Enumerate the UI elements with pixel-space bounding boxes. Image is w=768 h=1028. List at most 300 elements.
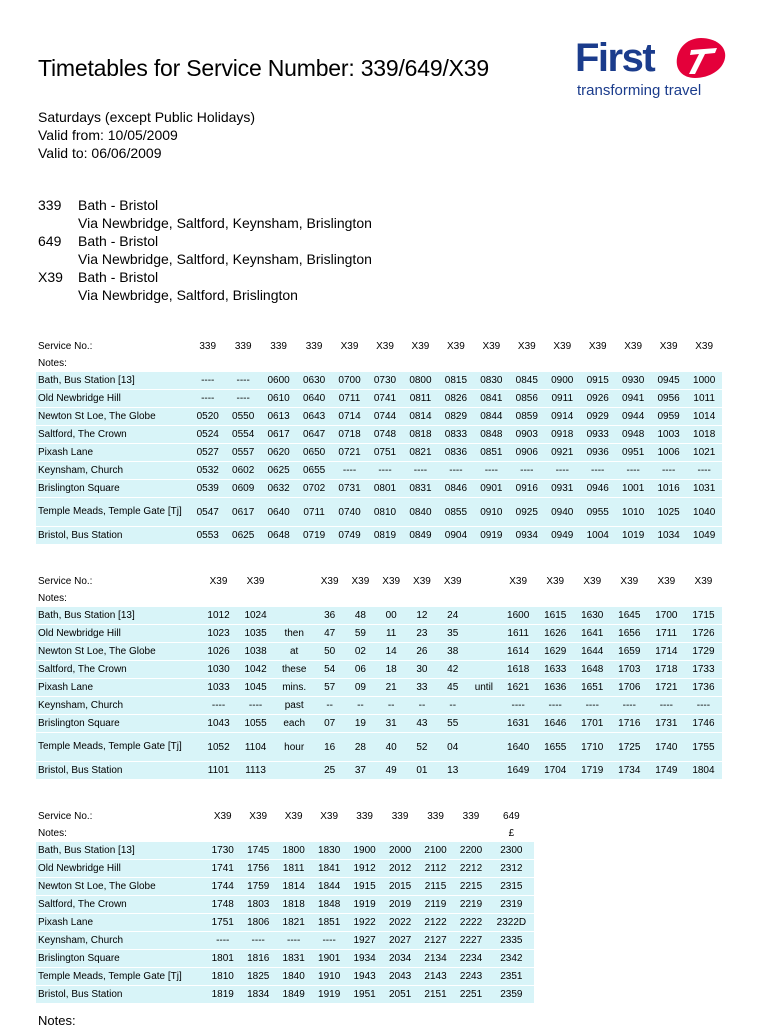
departure-time: 0740 <box>332 498 367 527</box>
departure-time: 0830 <box>474 372 509 390</box>
departure-time: 1019 <box>615 527 650 545</box>
route-via: Via Newbridge, Saltford, Brislington <box>78 287 298 303</box>
departure-time: 0859 <box>509 408 544 426</box>
departure-time: -- <box>407 697 438 715</box>
departure-time: 30 <box>407 661 438 679</box>
table-row <box>36 762 722 780</box>
stop-name: Pixash Lane <box>36 679 200 697</box>
departure-time: 35 <box>437 625 468 643</box>
departure-time: 2027 <box>382 932 417 950</box>
departure-time: 1006 <box>651 444 686 462</box>
departure-time: 2127 <box>418 932 453 950</box>
departure-time: 2212 <box>453 860 488 878</box>
departure-time: 1849 <box>276 986 311 1004</box>
service-note <box>574 590 611 607</box>
departure-time: 1726 <box>685 625 722 643</box>
departure-time: 0831 <box>403 480 438 498</box>
table-row <box>36 733 722 762</box>
departure-time: 1113 <box>237 762 274 780</box>
departure-time: ---- <box>651 462 686 480</box>
departure-time: 1804 <box>685 762 722 780</box>
table-row <box>36 444 722 462</box>
service-number: X39 <box>320 576 339 587</box>
departure-time: 0941 <box>615 390 650 408</box>
departure-time: 1725 <box>611 733 648 762</box>
service-number: 649 <box>503 811 520 822</box>
departure-time: 2234 <box>453 950 488 968</box>
departure-time: 0915 <box>580 372 615 390</box>
departure-time: 1626 <box>537 625 574 643</box>
departure-time: 0602 <box>225 462 260 480</box>
service-number: X39 <box>443 576 462 587</box>
departure-time: 0554 <box>225 426 260 444</box>
departure-time: 1745 <box>240 842 275 860</box>
departure-time: -- <box>314 697 345 715</box>
table-row <box>36 842 534 860</box>
service-number: X39 <box>376 341 394 352</box>
departure-time: 1819 <box>205 986 240 1004</box>
table-row <box>36 679 722 697</box>
departure-time: 43 <box>407 715 438 733</box>
departure-time: 1716 <box>611 715 648 733</box>
departure-time: 45 <box>437 679 468 697</box>
departure-time: 1018 <box>686 426 722 444</box>
departure-time: 1644 <box>574 643 611 661</box>
departure-time: 2335 <box>489 932 534 950</box>
service-number: X39 <box>246 576 265 587</box>
departure-time: 1748 <box>205 896 240 914</box>
departure-time: 07 <box>314 715 345 733</box>
departure-time: 0856 <box>509 390 544 408</box>
service-number <box>274 573 314 590</box>
service-note <box>296 355 331 372</box>
service-number: 339 <box>391 811 409 822</box>
departure-time: 0918 <box>545 426 580 444</box>
departure-time: 1736 <box>685 679 722 697</box>
departure-time: 0851 <box>474 444 509 462</box>
departure-time: 0553 <box>190 527 225 545</box>
departure-time: 2043 <box>382 968 417 986</box>
departure-time: 0613 <box>261 408 296 426</box>
service-note <box>438 355 473 372</box>
service-note <box>648 590 685 607</box>
departure-time: 25 <box>314 762 345 780</box>
departure-time: 2200 <box>453 842 488 860</box>
operating-days: Saturdays (except Public Holidays) <box>38 109 256 125</box>
departure-time: 09 <box>345 679 376 697</box>
departure-time: 1700 <box>648 607 685 625</box>
departure-time: 18 <box>376 661 407 679</box>
departure-time: 1025 <box>651 498 686 527</box>
departure-time: 1010 <box>615 498 650 527</box>
stop-name: Bath, Bus Station [13] <box>36 842 205 860</box>
departure-time: 1711 <box>648 625 685 643</box>
departure-time: 0936 <box>580 444 615 462</box>
departure-time: 1746 <box>685 715 722 733</box>
departure-time: 0700 <box>332 372 367 390</box>
departure-time: 1734 <box>611 762 648 780</box>
departure-time: 1645 <box>611 607 648 625</box>
departure-time: 16 <box>314 733 345 762</box>
departure-time: 1922 <box>347 914 382 932</box>
departure-time: 2315 <box>489 878 534 896</box>
stop-name: Newton St Loe, The Globe <box>36 878 205 896</box>
table-row <box>36 896 534 914</box>
departure-time: 0714 <box>332 408 367 426</box>
departure-time: 21 <box>376 679 407 697</box>
departure-time: 0949 <box>545 527 580 545</box>
departure-time: 0818 <box>403 426 438 444</box>
departure-time: 1729 <box>685 643 722 661</box>
departure-time: ---- <box>611 697 648 715</box>
departure-time: 1834 <box>240 986 275 1004</box>
stop-name: Saltford, The Crown <box>36 661 200 679</box>
departure-time: 1026 <box>200 643 237 661</box>
stop-name: Pixash Lane <box>36 914 205 932</box>
departure-time: 0955 <box>580 498 615 527</box>
departure-time: until <box>468 679 500 697</box>
departure-time: 0811 <box>403 390 438 408</box>
service-note <box>580 355 615 372</box>
route-via: Via Newbridge, Saltford, Keynsham, Brislington <box>78 251 372 267</box>
departure-time: 2019 <box>382 896 417 914</box>
departure-time: 2119 <box>418 896 453 914</box>
service-note <box>537 590 574 607</box>
first-swoosh-icon <box>675 36 727 80</box>
departure-time: 1810 <box>205 968 240 986</box>
departure-time: 0814 <box>403 408 438 426</box>
departure-time: 47 <box>314 625 345 643</box>
stop-name: Newton St Loe, The Globe <box>36 643 200 661</box>
departure-time: 1004 <box>580 527 615 545</box>
departure-time: 0919 <box>474 527 509 545</box>
service-note <box>418 825 453 842</box>
stop-name: Keynsham, Church <box>36 932 205 950</box>
departure-time: 13 <box>437 762 468 780</box>
departure-time: 0719 <box>296 527 331 545</box>
departure-time: 1910 <box>311 968 346 986</box>
table-row <box>36 661 722 679</box>
departure-time: 49 <box>376 762 407 780</box>
service-number: X39 <box>413 576 431 587</box>
departure-time: 0929 <box>580 408 615 426</box>
departure-time: 1038 <box>237 643 274 661</box>
departure-time: 0810 <box>367 498 402 527</box>
departure-time: 1821 <box>276 914 311 932</box>
departure-time: 0650 <box>296 444 331 462</box>
departure-time: 2359 <box>489 986 534 1004</box>
departure-time: 2034 <box>382 950 417 968</box>
departure-time: 1000 <box>686 372 722 390</box>
departure-time: 0815 <box>438 372 473 390</box>
departure-time: 2351 <box>489 968 534 986</box>
departure-time: 1101 <box>200 762 237 780</box>
departure-time: 59 <box>345 625 376 643</box>
departure-time: 55 <box>437 715 468 733</box>
departure-time: 0744 <box>367 408 402 426</box>
service-note <box>225 355 260 372</box>
service-note <box>205 825 240 842</box>
departure-time: 23 <box>407 625 438 643</box>
route-number: 649 <box>38 233 62 249</box>
service-header-row <box>36 573 722 590</box>
departure-time: 1024 <box>237 607 274 625</box>
departure-time: 1740 <box>648 733 685 762</box>
departure-time: 1014 <box>686 408 722 426</box>
timetable-evening <box>36 808 534 1004</box>
departure-time: ---- <box>190 372 225 390</box>
table-row <box>36 968 534 986</box>
service-number: X39 <box>620 576 639 587</box>
departure-time: 0911 <box>545 390 580 408</box>
departure-time: 1035 <box>237 625 274 643</box>
departure-time: 0925 <box>509 498 544 527</box>
service-note <box>276 825 311 842</box>
departure-time: 02 <box>345 643 376 661</box>
departure-time: ---- <box>509 462 544 480</box>
departure-time: 1841 <box>311 860 346 878</box>
departure-time: 1848 <box>311 896 346 914</box>
service-note <box>468 590 500 607</box>
departure-time <box>274 607 314 625</box>
departure-time: ---- <box>648 697 685 715</box>
service-number: X39 <box>351 576 370 587</box>
departure-time: 0826 <box>438 390 473 408</box>
departure-time <box>468 733 500 762</box>
departure-time: 0845 <box>509 372 544 390</box>
departure-time: 0959 <box>651 408 686 426</box>
departure-time: -- <box>345 697 376 715</box>
departure-time: 40 <box>376 733 407 762</box>
departure-time: 0910 <box>474 498 509 527</box>
route-list <box>38 196 372 304</box>
stop-name: Old Newbridge Hill <box>36 390 190 408</box>
departure-time: 0956 <box>651 390 686 408</box>
notes-row <box>36 590 722 607</box>
service-note <box>240 825 275 842</box>
service-note <box>376 590 407 607</box>
departure-time: 1049 <box>686 527 722 545</box>
departure-time: 1656 <box>611 625 648 643</box>
departure-time: 2319 <box>489 896 534 914</box>
service-number: X39 <box>659 341 678 352</box>
departure-time: 1733 <box>685 661 722 679</box>
service-header-row <box>36 338 722 355</box>
departure-time: 0731 <box>332 480 367 498</box>
service-number: 339 <box>356 811 373 822</box>
departure-time: ---- <box>225 390 260 408</box>
departure-time: 1030 <box>200 661 237 679</box>
service-number: X39 <box>517 341 536 352</box>
departure-time: 1631 <box>500 715 537 733</box>
valid-from: Valid from: 10/05/2009 <box>38 127 178 143</box>
stop-name: Brislington Square <box>36 950 205 968</box>
stop-name: Brislington Square <box>36 715 200 733</box>
departure-time: 0647 <box>296 426 331 444</box>
departure-time: 1648 <box>574 661 611 679</box>
departure-time: 1927 <box>347 932 382 950</box>
service-number: 339 <box>462 811 480 822</box>
table-row <box>36 372 722 390</box>
departure-time: 19 <box>345 715 376 733</box>
departure-time: 0930 <box>615 372 650 390</box>
departure-time: ---- <box>474 462 509 480</box>
departure-time: 1012 <box>200 607 237 625</box>
departure-time: 54 <box>314 661 345 679</box>
departure-time: 2151 <box>418 986 453 1004</box>
valid-to: Valid to: 06/06/2009 <box>38 145 162 161</box>
service-number: X39 <box>447 341 465 352</box>
table-row <box>36 480 722 498</box>
departure-time: 1919 <box>311 986 346 1004</box>
service-note <box>311 825 346 842</box>
departure-time: 1943 <box>347 968 382 986</box>
departure-time: 0931 <box>545 480 580 498</box>
departure-time: -- <box>437 697 468 715</box>
departure-time: ---- <box>240 932 275 950</box>
departure-time: 57 <box>314 679 345 697</box>
departure-time: 1759 <box>240 878 275 896</box>
service-label: Service No.: <box>38 576 93 587</box>
departure-time: 0821 <box>403 444 438 462</box>
validity-block <box>38 108 255 162</box>
departure-time: 2143 <box>418 968 453 986</box>
departure-time: 01 <box>407 762 438 780</box>
table-row <box>36 625 722 643</box>
departure-time: 0846 <box>438 480 473 498</box>
departure-time: 1818 <box>276 896 311 914</box>
departure-time: 2322D <box>489 914 534 932</box>
departure-time: 1718 <box>648 661 685 679</box>
stop-name: Saltford, The Crown <box>36 426 190 444</box>
departure-time: ---- <box>500 697 537 715</box>
departure-time: 1744 <box>205 878 240 896</box>
departure-time: 1919 <box>347 896 382 914</box>
route-via: Via Newbridge, Saltford, Keynsham, Brislington <box>78 215 372 231</box>
service-note <box>190 355 225 372</box>
timetable-midday <box>36 573 722 780</box>
departure-time <box>468 715 500 733</box>
table-row <box>36 932 534 950</box>
departure-time: 1055 <box>237 715 274 733</box>
service-number: 339 <box>427 811 444 822</box>
departure-time: 0643 <box>296 408 331 426</box>
departure-time: 1755 <box>685 733 722 762</box>
table-row <box>36 986 534 1004</box>
departure-time: 1934 <box>347 950 382 968</box>
table-row <box>36 914 534 932</box>
departure-time: 1715 <box>685 607 722 625</box>
departure-time: 1016 <box>651 480 686 498</box>
service-note <box>403 355 438 372</box>
table-row <box>36 607 722 625</box>
departure-time: 0610 <box>261 390 296 408</box>
service-note <box>685 590 722 607</box>
departure-time: 1640 <box>500 733 537 762</box>
departure-time: 52 <box>407 733 438 762</box>
departure-time: ---- <box>438 462 473 480</box>
stop-name: Temple Meads, Temple Gate [Tj] <box>36 498 190 527</box>
departure-time: 0844 <box>474 408 509 426</box>
departure-time: 42 <box>437 661 468 679</box>
departure-time: 0848 <box>474 426 509 444</box>
departure-time: 0711 <box>332 390 367 408</box>
departure-time: 0801 <box>367 480 402 498</box>
departure-time: 11 <box>376 625 407 643</box>
service-number: X39 <box>546 576 565 587</box>
service-note <box>367 355 402 372</box>
departure-time: 1730 <box>205 842 240 860</box>
departure-time: 1811 <box>276 860 311 878</box>
service-note <box>274 590 314 607</box>
service-number: X39 <box>209 576 228 587</box>
table-row <box>36 878 534 896</box>
departure-time: 0904 <box>438 527 473 545</box>
departure-time: ---- <box>686 462 722 480</box>
departure-time: 00 <box>376 607 407 625</box>
departure-time: 1618 <box>500 661 537 679</box>
departure-time: 1800 <box>276 842 311 860</box>
departure-time: 2051 <box>382 986 417 1004</box>
departure-time: ---- <box>574 697 611 715</box>
route-name: Bath - Bristol <box>78 269 159 285</box>
departure-time: 1825 <box>240 968 275 986</box>
departure-time: 1646 <box>537 715 574 733</box>
logo-tagline: transforming travel <box>577 82 702 99</box>
departure-time: hour <box>274 733 314 762</box>
table-row <box>36 860 534 878</box>
stop-name: Pixash Lane <box>36 444 190 462</box>
departure-time: 26 <box>407 643 438 661</box>
departure-time: 0926 <box>580 390 615 408</box>
departure-time: 24 <box>437 607 468 625</box>
stop-name: Bristol, Bus Station <box>36 527 190 545</box>
departure-time: 1831 <box>276 950 311 968</box>
departure-time: 1621 <box>500 679 537 697</box>
departure-time: ---- <box>685 697 722 715</box>
departure-time: 0648 <box>261 527 296 545</box>
departure-time: ---- <box>615 462 650 480</box>
departure-time: ---- <box>580 462 615 480</box>
departure-time: 0625 <box>225 527 260 545</box>
first-logo <box>575 34 735 104</box>
departure-time: 1741 <box>205 860 240 878</box>
table-row <box>36 950 534 968</box>
notes-row <box>36 355 722 372</box>
departure-time: 0833 <box>438 426 473 444</box>
service-note <box>347 825 382 842</box>
departure-time: ---- <box>200 697 237 715</box>
stop-name: Bristol, Bus Station <box>36 986 205 1004</box>
departure-time: 0550 <box>225 408 260 426</box>
departure-time: 0906 <box>509 444 544 462</box>
departure-time: 0916 <box>509 480 544 498</box>
stop-name: Keynsham, Church <box>36 697 200 715</box>
departure-time: 14 <box>376 643 407 661</box>
table-row <box>36 462 722 480</box>
departure-time: 1816 <box>240 950 275 968</box>
service-number: X39 <box>657 576 676 587</box>
departure-time: 0914 <box>545 408 580 426</box>
departure-time: 0630 <box>296 372 331 390</box>
departure-time: 0711 <box>296 498 331 527</box>
service-note: £ <box>508 828 515 839</box>
departure-time: 0524 <box>190 426 225 444</box>
notes-label: Notes: <box>38 358 67 369</box>
service-number: 339 <box>305 341 323 352</box>
departure-time <box>468 697 500 715</box>
notes-label: Notes: <box>38 828 67 839</box>
